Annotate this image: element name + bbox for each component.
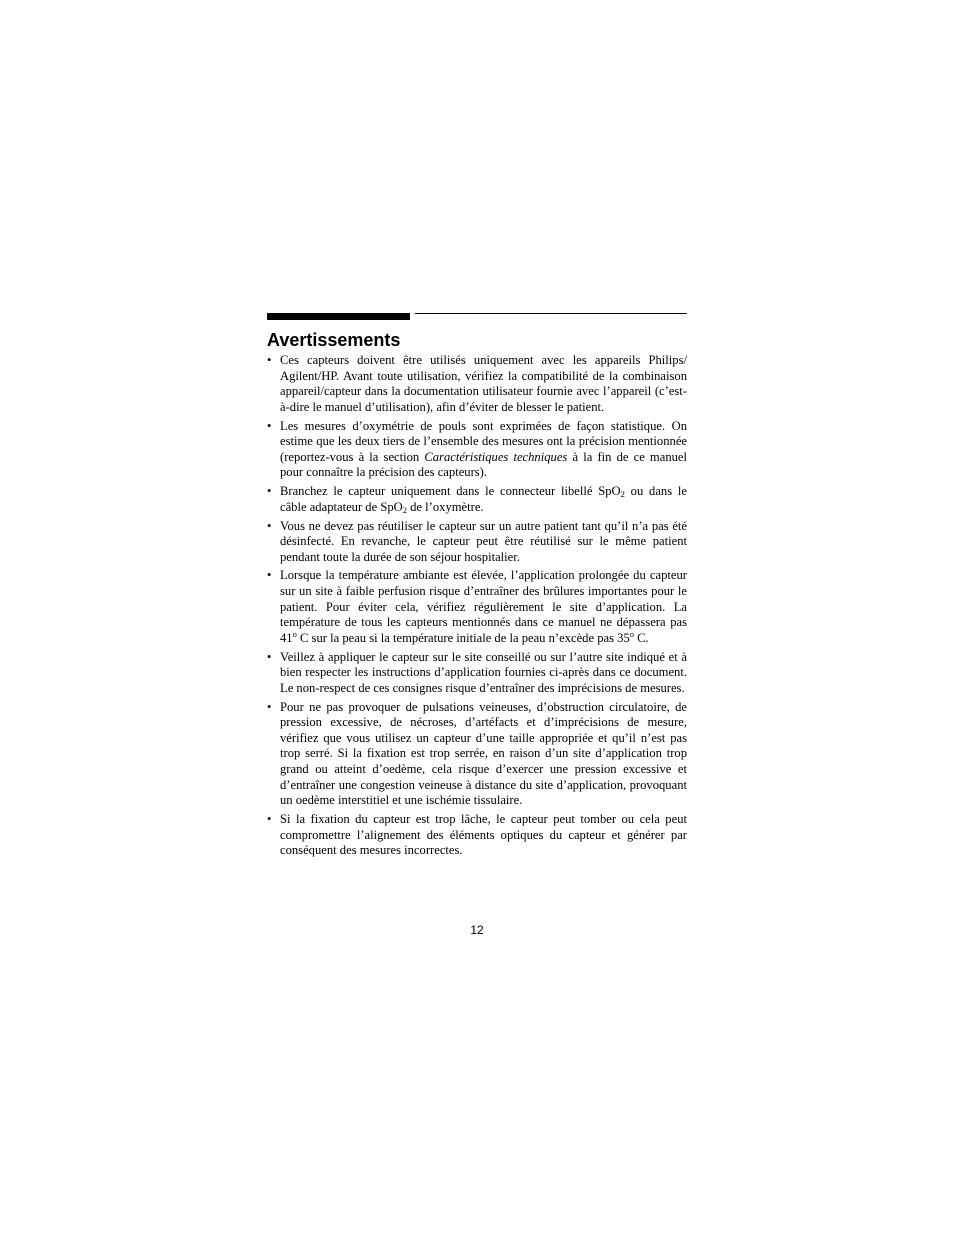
- warning-item: [267, 353, 687, 415]
- warnings-list: [267, 353, 687, 862]
- warning-text: à la fin de ce manuel pour connaître la précision des capteurs).: [280, 449, 687, 480]
- warning-text: Branchez le capteur uniquement dans le connecteur libellé SpO: [280, 484, 621, 499]
- warning-text: Vous ne devez pas réutiliser le capteur sur un autre patient tant qu’il n’a pas été désinfecté. En revanche, le capteur peut être réutilisé sur le même patient pendant toute la durée de son séjour hospitalier.: [280, 518, 687, 564]
- warning-text: Veillez à appliquer le capteur sur le site conseillé ou sur l’autre site indiqué et à bien respecter les instructions d’application fournies ci-après dans ce document. Le non-respect de ces consignes risque d’entraîner des imprécisions de mesures.: [280, 649, 687, 695]
- warning-text: C sur la peau si la température initiale de la peau n’excède pas 35: [296, 630, 630, 645]
- degree-superscript: o: [292, 628, 297, 639]
- warning-item: [267, 650, 687, 697]
- warning-text: Pour ne pas provoquer de pulsations veineuses, d’obstruction circulatoire, de pression excessive, de nécroses, d’artéfacts et d’imprécisions de mesure, vérifiez que vous utilisez un capteur d’une taille appropriée et qu’il n’est pas trop serré. Si la fixation est trop serrée, en raison d’un site d’application trop grand ou atteint d’oedème, cela risque d’exercer une pression excessive et d’entraîner une congestion veineuse à distance du site d’application, provoquant un oedème interstitiel et une ischémie tissulaire.: [280, 699, 687, 808]
- section-rule-thick: [267, 313, 410, 320]
- warning-item: [267, 419, 687, 481]
- warning-item: [267, 700, 687, 809]
- warning-text: Ces capteurs doivent être utilisés uniquement avec les appareils Philips/ Agilent/HP. Avant toute utilisation, vérifiez la compatibilité de la combinaison appareil/capteur dans la documentation utilisateur fournie avec l’appareil (c’est-à-dire le manuel d’utilisation), afin d’éviter de blesser le patient.: [280, 353, 687, 414]
- warning-text: Si la fixation du capteur est trop lâche, le capteur peut tomber ou cela peut compromettre l’alignement des éléments optiques du capteur et générer par conséquent des mesures incorrectes.: [280, 811, 687, 858]
- section-rule-thin: [415, 313, 687, 314]
- warning-item: [267, 519, 687, 566]
- warning-text: C.: [634, 630, 649, 645]
- warning-text: de l’oxymètre.: [406, 499, 484, 514]
- subscript: 2: [402, 504, 407, 515]
- section-reference: Caractéristiques techniques: [424, 449, 568, 464]
- warning-text: ou dans le câble adaptateur de SpO: [280, 484, 687, 514]
- degree-superscript: o: [629, 628, 634, 639]
- warning-text: Lorsque la température ambiante est élevée, l’application prolongée du capteur sur un site à faible perfusion risque d’entraîner des brûlures importantes pour le patient. Pour éviter cela, vérifiez régulièrement le site d’application. La température de tous les capteurs mentionnés dans ce manuel ne dépassera pas 41: [280, 568, 687, 645]
- warning-item: [267, 568, 687, 646]
- section-heading: Avertissements: [267, 330, 401, 350]
- warning-item: [267, 812, 687, 859]
- subscript: 2: [620, 489, 625, 500]
- warning-item: [267, 484, 687, 515]
- page-number: 12: [470, 923, 484, 937]
- warning-text: Les mesures d’oxymétrie de pouls sont exprimées de façon statistique. On estime que les deux tiers de l’ensemble des mesures ont la précision mentionnée (reportez-vous à la section: [280, 418, 687, 464]
